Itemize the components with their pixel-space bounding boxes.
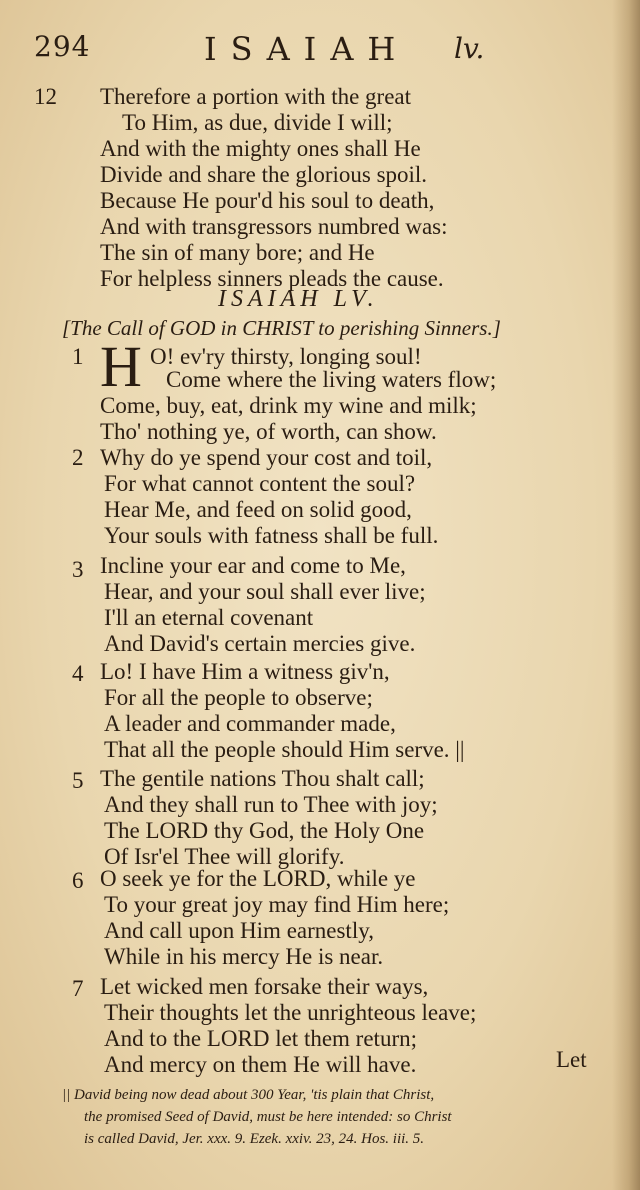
verse-line: Of Isr'el Thee will glorify. <box>104 844 345 869</box>
verse-line: And to the LORD let them return; <box>104 1026 417 1051</box>
verse-line: And David's certain mercies give. <box>104 631 416 656</box>
verse-number: 2 <box>72 445 84 470</box>
verse-line: Incline your ear and come to Me, <box>100 553 406 578</box>
verse-line: Hear, and your soul shall ever live; <box>104 579 426 604</box>
verse-line: I'll an eternal covenant <box>104 605 314 630</box>
verse-number: 3 <box>72 557 84 582</box>
verse-line: Divide and share the glorious spoil. <box>100 162 428 187</box>
running-title: ISAIAH <box>204 30 410 68</box>
verse-line: To your great joy may find Him here; <box>104 892 450 917</box>
verse-number: 7 <box>72 976 84 1001</box>
verse-number: 6 <box>72 868 84 893</box>
verse-line: Your souls with fatness shall be full. <box>104 523 439 548</box>
verse-number: 5 <box>72 768 84 793</box>
verse-line: The gentile nations Thou shalt call; <box>100 766 425 791</box>
verse-line: Why do ye spend your cost and toil, <box>100 445 433 470</box>
verse-line: That all the people should Him serve. || <box>104 737 465 762</box>
chapter-mark: lv. <box>454 32 485 65</box>
chapter-subtitle: [The Call of GOD in CHRIST to perishing Sinners.] <box>62 316 501 340</box>
verse-line: And they shall run to Thee with joy; <box>104 792 438 817</box>
verse-line: Tho' nothing ye, of worth, can show. <box>100 419 437 444</box>
verse-line: Let wicked men forsake their ways, <box>100 974 429 999</box>
footnote-line: is called David, Jer. xxx. 9. Ezek. xxiv. 23, 24. Hos. iii. 5. <box>84 1131 425 1147</box>
verse-line: And with the mighty ones shall He <box>100 136 421 161</box>
verse-line: The LORD thy God, the Holy One <box>104 818 425 843</box>
verse-line: O seek ye for the LORD, while ye <box>100 866 416 891</box>
chapter-heading: ISAIAH LV. <box>218 286 379 312</box>
verse-number: 1 <box>72 344 84 369</box>
verse-line: While in his mercy He is near. <box>104 944 384 969</box>
verse-line: Lo! I have Him a witness giv'n, <box>100 659 390 684</box>
verse-line: A leader and commander made, <box>104 711 396 736</box>
verse-line: O! ev'ry thirsty, longing soul! <box>150 344 422 369</box>
verse-line: Come, buy, eat, drink my wine and milk; <box>100 393 477 418</box>
verse-line: Therefore a portion with the great <box>100 84 412 109</box>
page-number: 294 <box>34 30 91 63</box>
verse-line: And mercy on them He will have. <box>104 1052 417 1077</box>
verse-number: 4 <box>72 661 84 686</box>
verse-line: The sin of many bore; and He <box>100 240 375 265</box>
verse-line: Come where the living waters flow; <box>166 367 497 392</box>
page-header <box>34 30 574 80</box>
verse-line: For what cannot content the soul? <box>104 471 416 496</box>
page-spine-shadow <box>612 0 640 1190</box>
verse-line: Because He pour'd his soul to death, <box>100 188 435 213</box>
verse-line: Hear Me, and feed on solid good, <box>104 497 412 522</box>
verse-line: To Him, as due, divide I will; <box>122 110 393 135</box>
verse-line: For helpless sinners pleads the cause. <box>100 266 444 291</box>
verse-line: And call upon Him earnestly, <box>104 918 374 943</box>
verse-line: For all the people to observe; <box>104 685 373 710</box>
verse-line: Their thoughts let the unrighteous leave; <box>104 1000 477 1025</box>
verse-number: 12 <box>34 84 57 109</box>
verse-line: And with transgressors numbred was: <box>100 214 448 239</box>
footnote-line: the promised Seed of David, must be here intended: so Christ <box>84 1109 452 1125</box>
drop-cap: H <box>100 334 142 399</box>
footnote-line: || David being now dead about 300 Year, 'tis plain that Christ, <box>62 1087 435 1103</box>
catchword: Let <box>556 1047 587 1072</box>
